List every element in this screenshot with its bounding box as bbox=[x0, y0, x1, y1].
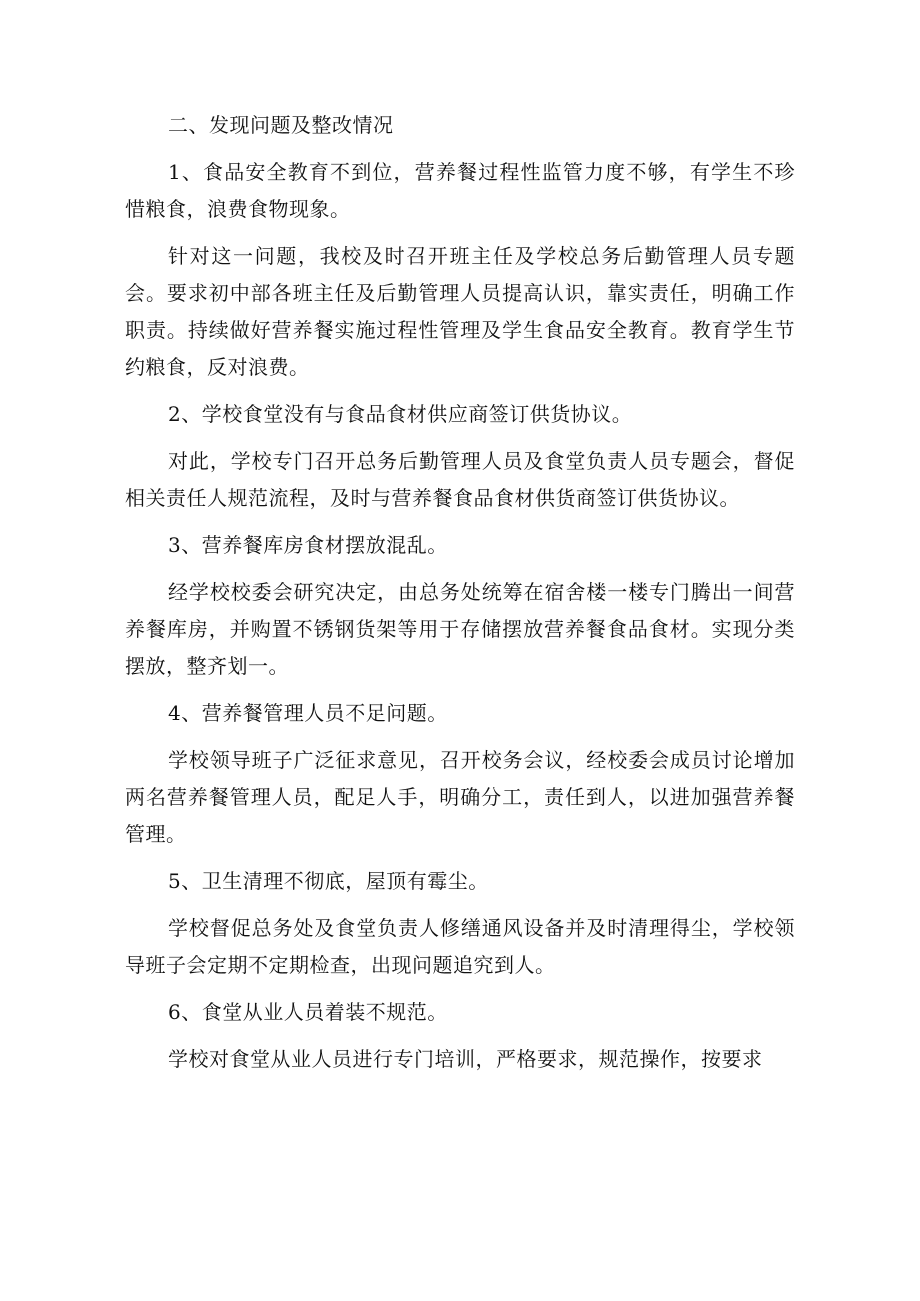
issue-1: 1、食品安全教育不到位，营养餐过程性监管力度不够，有学生不珍惜粮食，浪费食物现象。 bbox=[125, 160, 795, 221]
document-body bbox=[125, 107, 795, 1078]
rectification-2: 对此，学校专门召开总务后勤管理人员及食堂负责人员专题会，督促相关责任人规范流程，及时与营养餐食品食材供货商签订供货协议。 bbox=[125, 449, 795, 510]
rectification-3: 经学校校委会研究决定，由总务处统筹在宿舍楼一楼专门腾出一间营养餐库房，并购置不锈钢货架等用于存储摆放营养餐食品食材。实现分类摆放，整齐划一。 bbox=[125, 580, 795, 678]
issue-4: 4、营养餐管理人员不足问题。 bbox=[168, 701, 448, 725]
section-title: 二、发现问题及整改情况 bbox=[168, 113, 394, 137]
rectification-6: 学校对食堂从业人员进行专门培训，严格要求，规范操作，按要求 bbox=[168, 1047, 763, 1071]
rectification-4: 学校领导班子广泛征求意见，召开校务会议，经校委会成员讨论增加两名营养餐管理人员，配足人手，明确分工，责任到人，以进加强营养餐管理。 bbox=[125, 748, 795, 846]
issue-6: 6、食堂从业人员着装不规范。 bbox=[168, 1000, 448, 1024]
issue-2: 2、学校食堂没有与食品食材供应商签订供货协议。 bbox=[168, 402, 633, 426]
rectification-1: 针对这一问题，我校及时召开班主任及学校总务后勤管理人员专题会。要求初中部各班主任及后勤管理人员提高认识，靠实责任，明确工作职责。持续做好营养餐实施过程性管理及学生食品安全教育。教育学生节约粮食，反对浪费。 bbox=[125, 244, 795, 379]
issue-5: 5、卫生清理不彻底，屋顶有霉尘。 bbox=[168, 869, 489, 893]
rectification-5: 学校督促总务处及食堂负责人修缮通风设备并及时清理得尘，学校领导班子会定期不定期检查，出现问题追究到人。 bbox=[125, 916, 795, 977]
issue-3: 3、营养餐库房食材摆放混乱。 bbox=[168, 533, 448, 557]
